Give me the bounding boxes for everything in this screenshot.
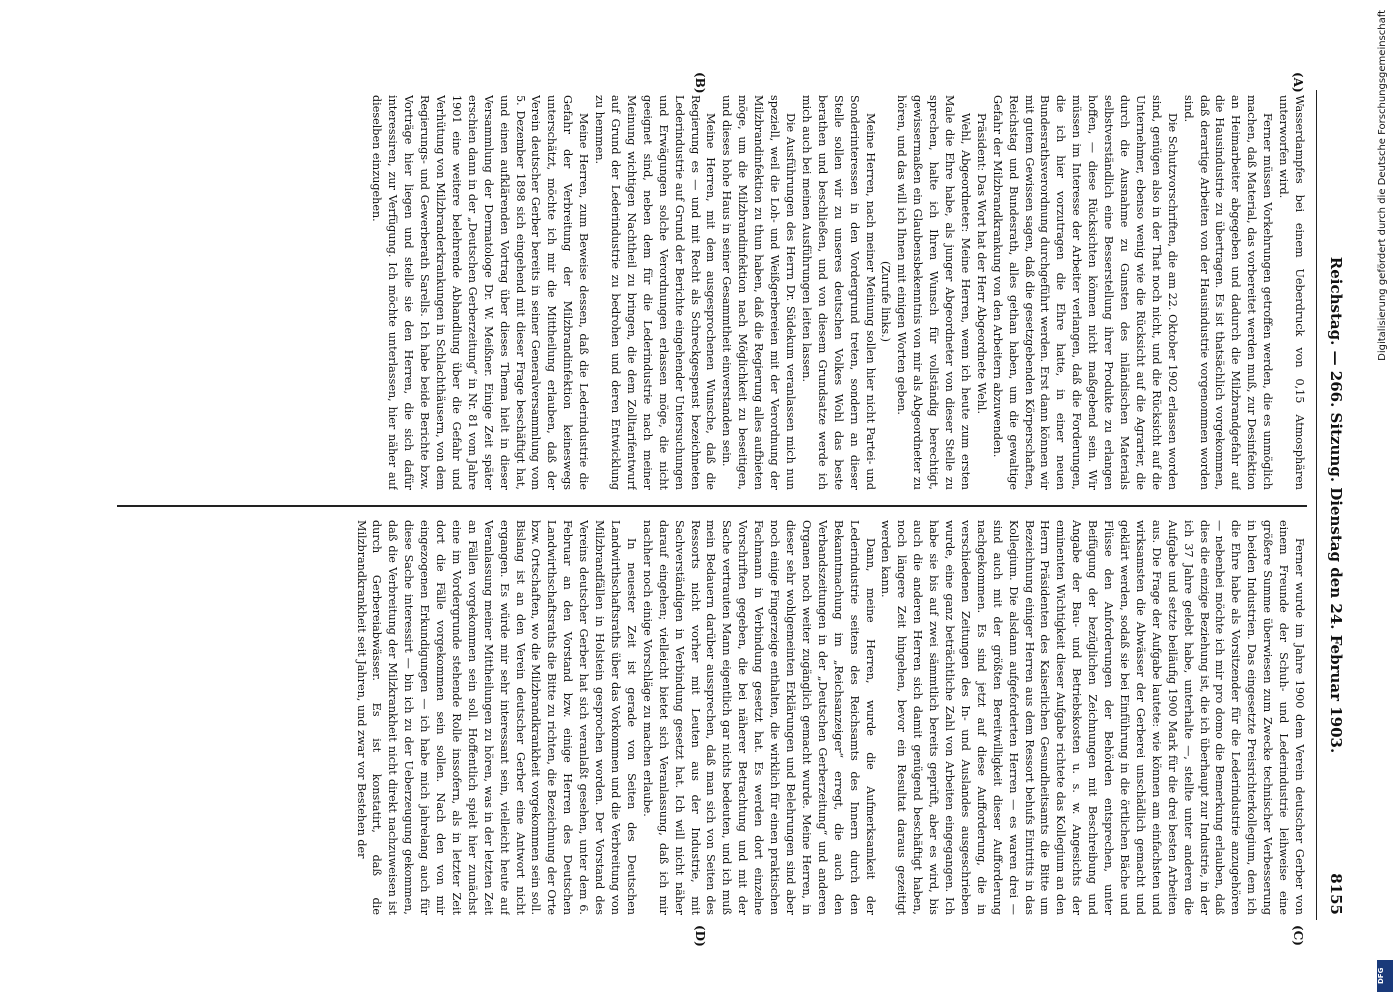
paragraph: Wasserdampfes bei einem Ueberdruck von 0,15 Atmosphären unterworfen wird. [1277, 95, 1306, 490]
paragraph: Meine Herren, mit dem ausgesprochenen Wunsche, daß die Regierung es — und mit Recht als Schreckgespenst bezeichneten Lederindustrie auf Grund der Berichte eingehender Untersuchungen und Erwägungen solche Verordnungen erlassen möge, die nicht geeignet sind, neben dem für die Lederindustrie nach meiner Meinung wichtigen Nachtheil zu bringen, die dem Zolltarifentwurf auf Grund der Lederindustrie zu bedrohen und deren Entwicklung zu hemmen. [593, 95, 718, 490]
digitization-credit [1373, 0, 1397, 1000]
credit-text: Digitalisierung gefördert durch die Deutsche Forschungsgemeinschaft [1377, 10, 1388, 361]
column-divider [117, 505, 1307, 507]
paragraph: (Zurufe links.) [879, 260, 893, 343]
header-rule [1316, 90, 1317, 920]
paragraph: Meine Herren, zum Beweise dessen, daß die Lederindustrie die Gefahr der Verbreitung der Milzbrandinfektion keineswegs unterschätzt, möchte ich mir die Mittheilung erlauben, daß der Verein deutscher Gerber bereits in seiner Generalversammlung vom 5. Dezember 1898 sich eingehend mit dieser Frage beschäftigt hat, und einen aufklärenden Vortrag über dieses Thema hielt in dieser Versammlung der Dermatologe Dr. W. Meißner. Einige Zeit später erschien dann in der „Deutschen Gerberzeitung“ in Nr. 81 vom Jahre 1901 eine weitere belehrende Abhandlung über die Gefahr und Verhütung von Milzbranderkrankungen in Schlachthäusern, von dem Regierungs- und Gewerberath Sarells. Ich habe beide Berichte bzw. Vorträge hier liegen und stelle sie den Herren, die sich dafür interessiren, zur Verfügung. Ich möchte unterlassen, hier näher auf dieselben einzugehen. [370, 95, 591, 490]
right-column [107, 520, 1307, 915]
paragraph: Meine Herren, nach meiner Meinung sollen hier nicht Partei- und Sonderinteressen in den Vordergrund treten, sondern an dieser Stelle sollen wir zu unseres deutschen Volkes Wohl das beste berathen und beschließen, und von diesem Grundsatze werde ich mich auch bei meinen Ausführungen leiten lassen. [799, 95, 877, 490]
page-header [1319, 95, 1345, 915]
left-column [107, 95, 1307, 490]
margin-marker-c: (C) [1291, 925, 1305, 946]
margin-marker-d: (D) [693, 925, 707, 947]
paragraph: Die Schutzvorschriften, die am 22. Oktober 1902 erlassen worden sind, genügen also in der That noch nicht, und die Rücksicht auf die Unternehmer, ebenso wenig wie die Rücksicht auf die Agrarier, die durch die Ausnahme zu Gunsten des inländischen Materials selbstverständlich eine Besserstellung ihrer Produkte zu erlangen hoffen, — diese Rücksichten können nicht maßgebend sein. Wir müssen im Interesse der Arbeiter verlangen, daß die Forderungen, die ich hier vorzutragen die Ehre hatte, in einer neuen Bundesrathsverordnung durchgeführt werden. Erst dann können wir mit gutem Gewissen sagen, daß die gesetzgebenden Körperschaften, Reichstag und Bundesrath, alles gethan haben, um die gewaltige Gefahr der Milzbrandkrankung von den Arbeitern abzuwenden. [990, 95, 1179, 490]
paragraph: Die Ausführungen des Herrn Dr. Südekum veranlassen mich nun speziell, weil die Loh- und Weißgerbereien mit der Verordnung der Milzbrandinfektion zu thun haben, daß die Regierung alles aufbieten möge, um die Milzbrandinfektion nach Möglichkeit zu beseitigen, und dieses hohe Haus in seiner Gesammtheit einverstanden sein. [720, 95, 797, 490]
paragraph: In neuester Zeit ist gerade von Seiten des Deutschen Landwirthschaftsraths über das Vorkommen und die Verbreitung von Milzbrandfällen in Holstein gesprochen worden. Der Vorstand des Vereins deutscher Gerber hat sich veranlaßt gesehen, unter dem 6. Februar an den Vorstand bzw. einige Herren des Deutschen Landwirthschaftsraths die Bitte zu richten, die Bezeichnung der Orte bzw. Ortschaften, wo die Milzbrandkrankheit vorgekommen sein soll. Bislang ist an den Verein deutscher Gerber eine Antwort nicht ergangen. Es würde mir sehr interessant sein, vielleicht heute auf Veranlassung meiner Mittheilungen zu hören, was in der letzten Zeit an Fällen vorgekommen sein soll. Hoffentlich spielt hier zunächst eine im Vordergrunde stehende Rolle inssofern, als in letzter Zeit dort die Fälle vorgekommen sein sollen. Nach den von mir eingezogenen Erkundigungen — ich habe mich jahrelang auch für diese Sache interessirt — bin ich zu der Ueberzeugung gekommen, daß die Verbreitung der Milzkrankheit nicht direkt nachzuweisen ist durch Gerbereiabwässer. Es ist konstatirt, daß die Milzbrandkrankheit seit Jahren, und zwar vor Bestehen der [354, 520, 638, 915]
running-title: Reichstag. — 266. Sitzung. Dienstag den 24. Februar 1903. [1327, 256, 1345, 754]
paragraph: Ferner wurde im Jahre 1900 dem Verein deutscher Gerber von einem Freunde der Schuh- und Lederindustrie leihweise eine größere Summe überwiesen zum Zwecke technischer Verbesserung in beiden Industrien. Das eingesetzte Preisrichterkollegium, dem ich die Ehre habe als Vorsitzender für die Lederindustrie anzugehören — nebenbei möchte ich mir pro domo die Bemerkung erlauben, daß dies die einzige Beziehung ist, die ich überhaupt zur Industrie, in der ich 37 Jahre gelebt habe, unterhalte —, stellte unter anderen die Aufgabe und setzte beiläufig 1900 Mark für die drei besten Arbeiten aus. Die Frage der Aufgabe lautete: wie können am einfachsten und wirksamsten die Abwässer der Gerberei unschädlich gemacht und geklärt werden, sodaß sie bei Einführung in die örtlichen Bäche und Flüsse den Anforderungen der Behörden entsprechen, unter Beifügung der bezüglichen Zeichnungen mit Beschreibung und Angabe der Bau- und Betriebskosten u. s. w. Angesichts der eminenten Wichtigkeit dieser Aufgabe richtete das Kollegium an den Herrn Präsidenten des Kaiserlichen Gesundheitsamts die Bitte um Bezeichnung einiger Herren aus dem Ressort behufs Eintritts in das Kollegium. Die alsdann aufgeforderten Herren — es waren drei — sind auch mit der größten Bereitwilligkeit dieser Aufforderung nachgekommen. Es sind jetzt auf diese Aufforderung, die in verschiedenen Zeitungen des In- und Auslandes ausgeschrieben wurde, eine ganz beträchtliche Zahl von Arbeiten eingegangen. Ich habe sie bis auf zwei sämmtlich bereits geprüft, aber es wird, bis auch die anderen Herren sich damit genügend beschäftigt haben, noch längere Zeit hingehen, bevor ein Resultat daraus gezeitigt werden kann. [879, 520, 1306, 915]
paragraph: Wehl, Abgeordneter: Meine Herren, wenn ich heute zum ersten Male die Ehre habe, als junger Abgeordneter von dieser Stelle zu sprechen, halte ich Ihren Wunsch für vollständig berechtigt, gewissermaßen ein Glaubensbekenntnis von mir als Abgeordneter zu hören, und das will ich Ihnen mit einigen Worten geben. [895, 95, 972, 490]
paragraph: Präsident: Das Wort hat der Herr Abgeordnete Wehl. [974, 113, 988, 415]
margin-marker-b: (B) [693, 72, 707, 94]
dfg-logo: DFG [1377, 960, 1393, 992]
paragraph: Dann, meine Herren, wurde die Aufmerksamkeit der Lederindustrie seitens des Reichsamts des Innern durch den Bekanntmachung im „Reichsanzeiger“ erregt, die auch den Verbandszeitungen in der „Deutschen Gerberzeitung“ und anderen Organen noch weiter zugänglich gemacht wurde. Meine Herren, in dieser sehr wohlgemeinten Erklärungen und Belehrungen sind aber noch einige Fingerzeige enthalten, die wirklich für einen praktischen Fachmann in Verbindung gesetzt hat. Es werden dort einzelne Vorschriften gegeben, die bei näherer Betrachtung und mit der Sache vertrauten Mann eigentlich gar nichts bedeuten, und ich muß mein Bedauern darüber aussprechen, daß man sich von Seiten des Ressorts nicht vorher mit Leuten aus der Industrie, mit Sachverständigen in Verbindung gesetzt hat. Ich will nicht näher darauf eingehen; vielleicht bietet sich Veranlassung, daß ich mir nachher noch einige Vorschläge zu machen erlaube. [640, 520, 877, 915]
margin-marker-a: (A) [1291, 72, 1305, 93]
paragraph: Ferner müssen Vorkehrungen getroffen werden, die es unmöglich machen, daß Material, das vorbereitet werden muß, zur Desinfektion an Heimarbeiter abgegeben und dadurch die Milzbrandgefahr auf die Hausindustrie zu übertragen. Es ist thatsächlich vorgekommen, daß derartige Arbeiten von der Hausindustrie vorgenommen worden sind. [1181, 95, 1275, 490]
page-number: 8155 [1327, 873, 1345, 915]
